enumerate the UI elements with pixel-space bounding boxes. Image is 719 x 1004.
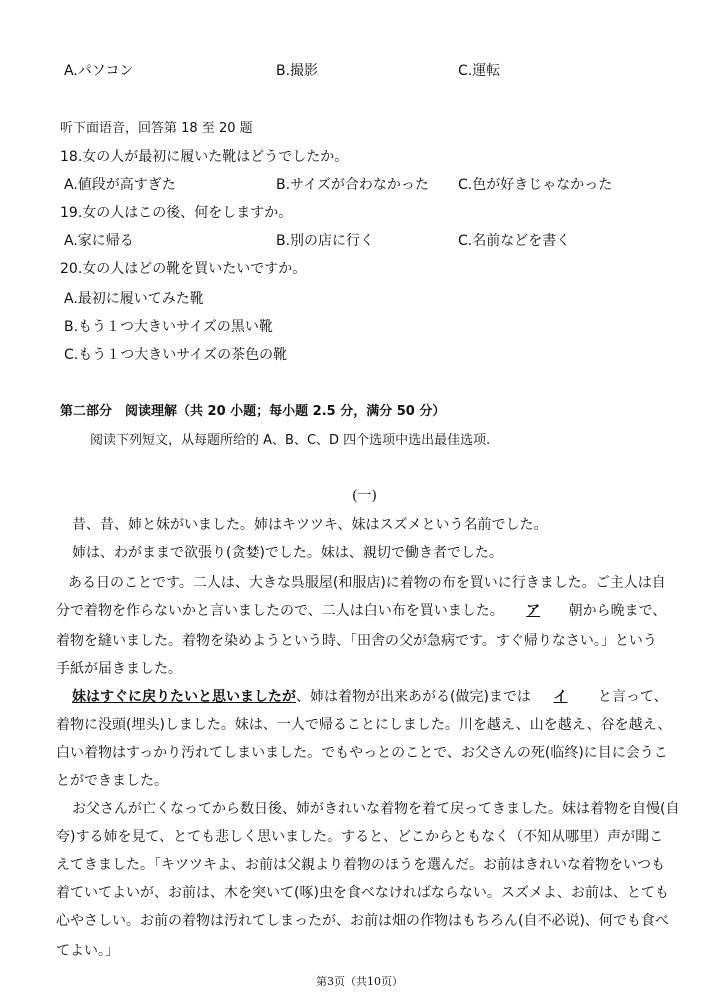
passage-text: と言って、 [597,689,668,705]
passage-line: 着物に没頭(埋头)しました。妹は、一人で帰ることにしました。川を越え、山を越え、谷を越え、 [56,717,672,733]
passage-line: えてきました。「キツツキよ、お前は父親より着物のほうを選んだ。お前はきれいな着物をいつも [56,857,665,873]
q20-option-b: B.もう１つ大きいサイズの黒い靴 [64,319,273,335]
q18-options [0,174,719,196]
passage-line: 夸)する姉を見て、とても悲しく思いました。すると、どこからともなく（不知从哪里）声が聞こ [56,829,664,845]
q20-stem: 20.女の人はどの靴を買いたいですか。 [60,261,307,277]
q19-option-b: B.別の店に行く [276,233,375,249]
passage-title: (一) [352,488,377,504]
passage-line: お父さんが亡くなってから数日後、姉がきれいな着物を着て戻ってきました。妹は着物を自慢(自 [72,801,680,817]
passage-text: 朝から晩まで、 [568,603,667,619]
section-instruction: 阅读下列短文，从每题所给的 A、B、C、D 四个选项中选出最佳选项. [90,433,491,448]
passage-line [72,686,668,708]
q18-option-b: B.サイズが合わなかった [276,177,429,193]
q17-option-b: B.撮影 [276,63,319,79]
listening-instruction: 听下面语音，回答第 18 至 20 题 [60,121,253,136]
section-heading: 第二部分 阅读理解（共 20 小题；每小题 2.5 分，满分 50 分） [60,404,446,419]
underlined-sentence: 妹はすぐに戻りたいと思いましたが [72,689,296,705]
q18-option-c: C.色が好きじゃなかった [458,177,613,193]
passage-line: 白い着物はすっかり汚れてしまいました。でもやっとのことで、お父さんの死(临终)に目に会うこ [56,745,668,761]
passage-line: 昔、昔、姉と妹がいました。姉はキツツキ、妹はスズメという名前でした。 [72,517,548,533]
blank-i: イ [553,689,568,705]
q17-option-a: A.パソコン [64,63,134,79]
q19-stem: 19.女の人はこの後、何をしますか。 [60,205,293,221]
q18-option-a: A.値段が高すぎた [64,177,176,193]
q18-stem: 18.女の人が最初に履いた靴はどうでしたか。 [60,149,349,165]
q20-option-a: A.最初に履いてみた靴 [64,291,204,307]
passage-text: 分で着物を作らないかと言いましたので、二人は白い布を買いました。 [56,603,504,619]
q17-option-c: C.運転 [458,63,501,79]
q19-options [0,230,719,252]
q19-option-c: C.名前などを書く [458,233,571,249]
passage-line: 手紙が届きました。 [56,661,182,677]
passage-line: 着ていてよいが、お前は、木を突いて(啄)虫を食べなければならない。スズメよ、お前は、とても [56,885,669,901]
q19-option-a: A.家に帰る [64,233,134,249]
passage-line: 着物を縫いました。着物を染めようという時、「田舎の父が急病です。すぐ帰りなさい。」という [56,633,657,649]
passage-line: ある日のことです。二人は、大きな呉服屋(和服店)に着物の布を買いに行きました。ご主人は自 [68,575,666,591]
page-footer: 第3页（共10页） [316,975,403,988]
q17-options [0,60,719,82]
passage-text: 、姉は着物が出来あがる(做完)までは [296,689,531,705]
passage-line [56,600,666,622]
passage-line: 心やさしい。お前の着物は汚れてしまったが、お前は畑の作物はもちろん(自不必说)、何でも食べ [56,913,669,929]
q20-option-c: C.もう１つ大きいサイズの茶色の靴 [64,347,288,363]
passage-line: 姉は、わがままで欲張り(贪婪)でした。妹は、親切で働き者でした。 [72,545,503,561]
passage-line: てよい。」 [56,943,119,959]
passage-line: とができました。 [56,773,168,789]
blank-a: ア [526,603,541,619]
